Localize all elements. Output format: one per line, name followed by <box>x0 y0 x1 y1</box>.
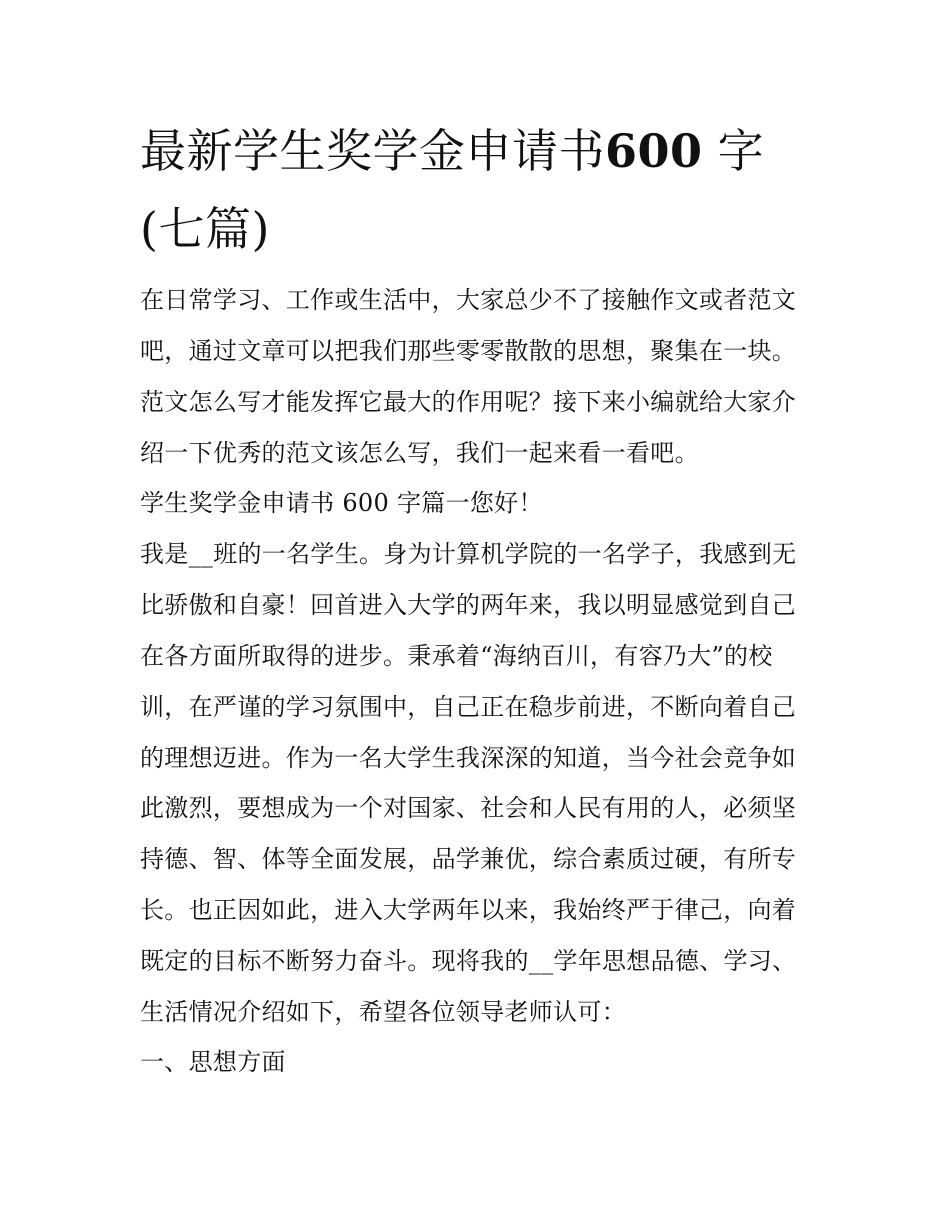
paragraph-line: 在各方面所取得的进步。秉承着“海纳百川，有容乃大”的校 <box>140 642 773 670</box>
paragraph-line: 生活情况介绍如下，希望各位领导老师认可： <box>140 998 626 1026</box>
paragraph-line: 在日常学习、工作或生活中，大家总少不了接触作文或者范文 <box>140 286 797 314</box>
paragraph-line: 绍一下优秀的范文该怎么写，我们一起来看一看吧。 <box>140 439 699 467</box>
paragraph-line: 吧，通过文章可以把我们那些零零散散的思想，聚集在一块。 <box>140 337 797 365</box>
section-heading-line: 学生奖学金申请书 600 字篇一您好！ <box>140 489 543 517</box>
title-text: 最新学生奖学金申请书 <box>140 124 605 178</box>
section-heading-line: 一、思想方面 <box>140 1048 286 1076</box>
title-suffix: 字 <box>702 124 765 178</box>
document-title <box>140 112 820 268</box>
title-subtitle: (七篇) <box>140 202 270 256</box>
title-number: 600 <box>605 124 703 178</box>
paragraph-line: 比骄傲和自豪！回首进入大学的两年来，我以明显感觉到自己 <box>140 591 797 619</box>
paragraph-line: 范文怎么写才能发挥它最大的作用呢？接下来小编就给大家介 <box>140 388 797 416</box>
paragraph-line: 训，在严谨的学习氛围中，自己正在稳步前进，不断向着自己 <box>140 693 797 721</box>
paragraph-line: 此激烈，要想成为一个对国家、社会和人民有用的人，必须坚 <box>140 794 797 822</box>
paragraph-line: 我是__班的一名学生。身为计算机学院的一名学子，我感到无 <box>140 540 797 568</box>
paragraph-line: 的理想迈进。作为一名大学生我深深的知道，当今社会竞争如 <box>140 744 797 772</box>
paragraph-line: 长。也正因如此，进入大学两年以来，我始终严于律己，向着 <box>140 896 797 924</box>
paragraph-line: 持德、智、体等全面发展，品学兼优，综合素质过硬，有所专 <box>140 845 797 873</box>
paragraph-line: 既定的目标不断努力奋斗。现将我的__学年思想品德、学习、 <box>140 947 797 975</box>
